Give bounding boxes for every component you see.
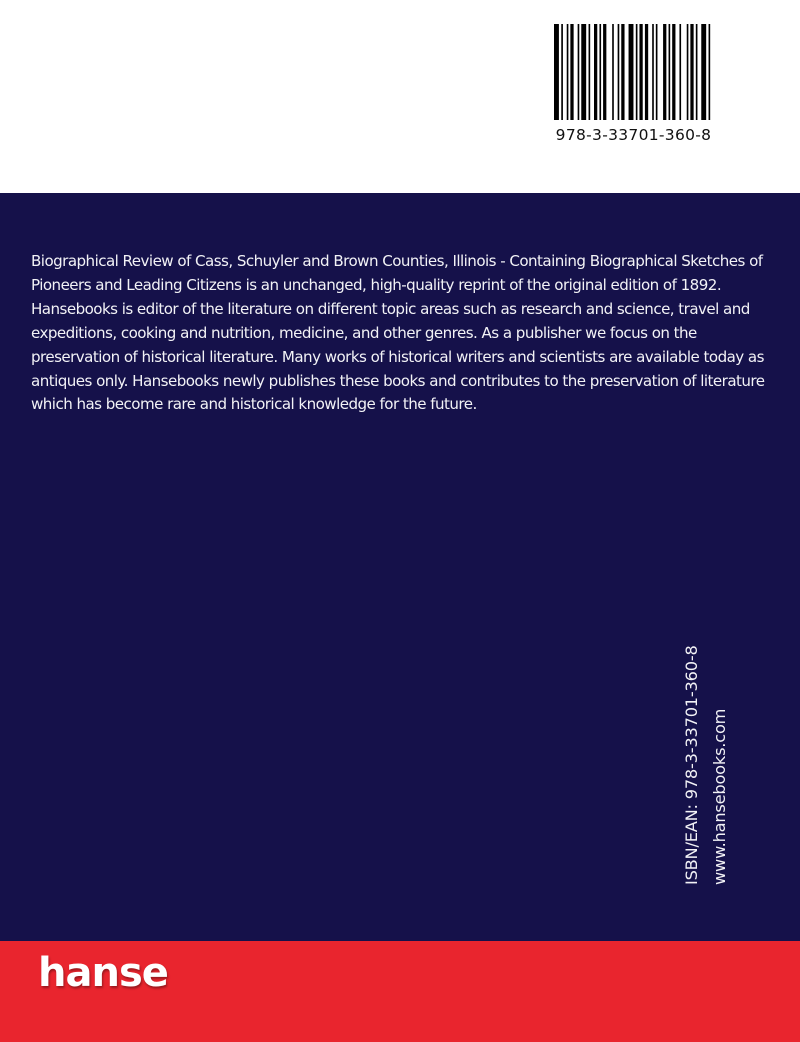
website-text: www.hansebooks.com bbox=[710, 708, 729, 885]
barcode-bar bbox=[599, 24, 601, 120]
barcode-bar bbox=[618, 24, 620, 120]
barcode-bar bbox=[639, 24, 642, 120]
barcode-bar bbox=[629, 24, 634, 120]
barcode-bar bbox=[554, 24, 559, 120]
barcode-bar bbox=[701, 24, 706, 120]
barcode-bar bbox=[656, 24, 658, 120]
barcode-bar bbox=[581, 24, 586, 120]
barcode-bar bbox=[687, 24, 689, 120]
book-description bbox=[31, 250, 771, 417]
barcode-bar bbox=[636, 24, 638, 120]
barcode-bar bbox=[672, 24, 675, 120]
barcode-bar bbox=[621, 24, 624, 120]
description-paragraph-2: Hansebooks is editor of the literature on different topic areas such as research and science, travel and expeditions, cooking and nutrition, medicine, and other genres. As a publisher we focus on the preservation of historical literature. Many works of historical writers and scientists are available today as antiques only. Hansebooks newly publishes these books and contributes to the preservation of literature which has become rare and historical knowledge for the future. bbox=[31, 299, 765, 414]
barcode-bar bbox=[578, 24, 580, 120]
barcode-bar bbox=[696, 24, 698, 120]
barcode-icon bbox=[554, 24, 714, 120]
barcode-bar bbox=[594, 24, 597, 120]
spine-info bbox=[678, 645, 734, 885]
barcode-bar bbox=[567, 24, 569, 120]
barcode-bar bbox=[669, 24, 671, 120]
barcode-bar bbox=[589, 24, 591, 120]
barcode-bar bbox=[709, 24, 711, 120]
barcode-bar bbox=[612, 24, 614, 120]
barcode-digits: 978-3-33701-360-8 bbox=[555, 126, 712, 144]
barcode-bar bbox=[570, 24, 573, 120]
barcode-bar bbox=[603, 24, 606, 120]
barcode-bar bbox=[663, 24, 666, 120]
barcode-graphic bbox=[554, 24, 714, 120]
hanse-logo: hanse bbox=[38, 950, 168, 996]
barcode-bar bbox=[645, 24, 648, 120]
barcode-bar bbox=[652, 24, 654, 120]
description-paragraph-1: Biographical Review of Cass, Schuyler and Brown Counties, Illinois - Containing Biographical Sketches of Pioneers and Leading Citizens is an unchanged, high-quality reprint of the original edition of 1892. bbox=[31, 252, 763, 294]
barcode-bar bbox=[561, 24, 563, 120]
barcode-bar bbox=[690, 24, 693, 120]
isbn-text: ISBN/EAN: 978-3-33701-360-8 bbox=[682, 645, 701, 885]
barcode-bar bbox=[679, 24, 681, 120]
